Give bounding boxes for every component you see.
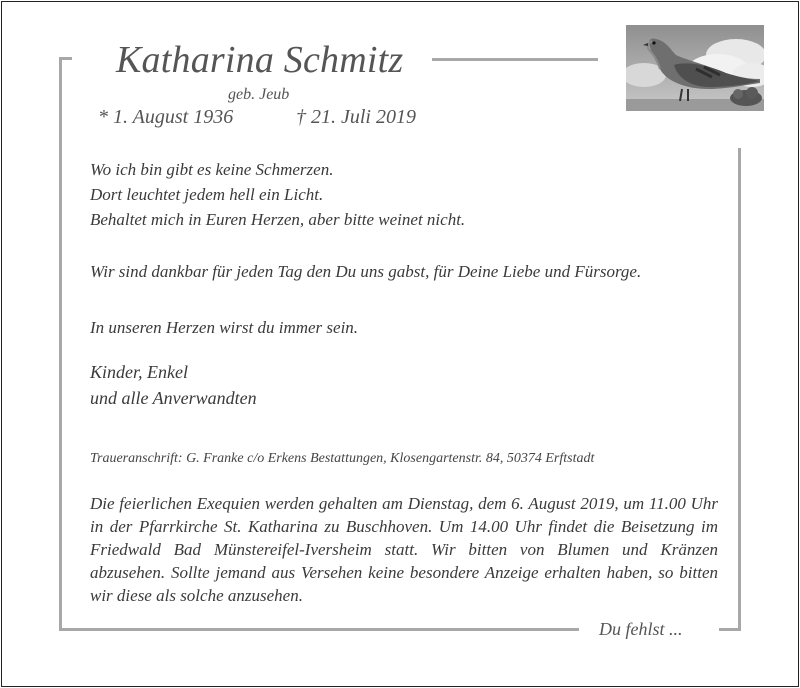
mourning-address: Traueranschrift: G. Franke c/o Erkens Bestattungen, Klosengartenstr. 84, 50374 Erftstadt [90, 451, 595, 466]
verse-line: Behaltet mich in Euren Herzen, aber bitte weinet nicht. [90, 210, 466, 229]
verse-line: Wo ich bin gibt es keine Schmerzen. [90, 160, 334, 179]
family-line: Kinder, Enkel [90, 362, 188, 382]
death-date: † 21. Juli 2019 [296, 106, 416, 128]
frame-line-left [59, 57, 62, 631]
maiden-name: geb. Jeub [228, 86, 290, 103]
remembrance-text: In unseren Herzen wirst du immer sein. [90, 318, 359, 337]
pigeon-photo [626, 25, 764, 111]
deceased-name: Katharina Schmitz [116, 39, 404, 81]
closing-text: Du fehlst ... [599, 619, 683, 639]
family-signature [90, 359, 257, 411]
verse-line: Dort leuchtet jedem hell ein Licht. [90, 185, 324, 204]
frame-line-right [738, 148, 741, 631]
gratitude-text: Wir sind dankbar für jeden Tag den Du uns gabst, für Deine Liebe und Fürsorge. [90, 262, 642, 281]
frame-line-top-right [432, 58, 598, 61]
verse [90, 157, 465, 232]
frame-line-bottom-left [59, 628, 579, 631]
service-details: Die feierlichen Exequien werden gehalten am Dienstag, dem 6. August 2019, um 11.00 Uhr in der Pfarrkirche St. Katharina zu Buschhoven. Um 14.00 Uhr findet die Beisetzung im Friedwald Bad Münstereifel-Iversheim statt. Wir bitten von Blumen und Kränzen abzusehen. Sollte jemand aus Versehen keine besondere Anzeige erhalten haben, so bitten wir diese als solche anzusehen. [90, 494, 718, 605]
family-line: und alle Anverwandten [90, 388, 257, 408]
pigeon-icon [626, 25, 764, 111]
birth-date: * 1. August 1936 [98, 106, 234, 128]
frame-line-bottom-right [719, 628, 741, 631]
